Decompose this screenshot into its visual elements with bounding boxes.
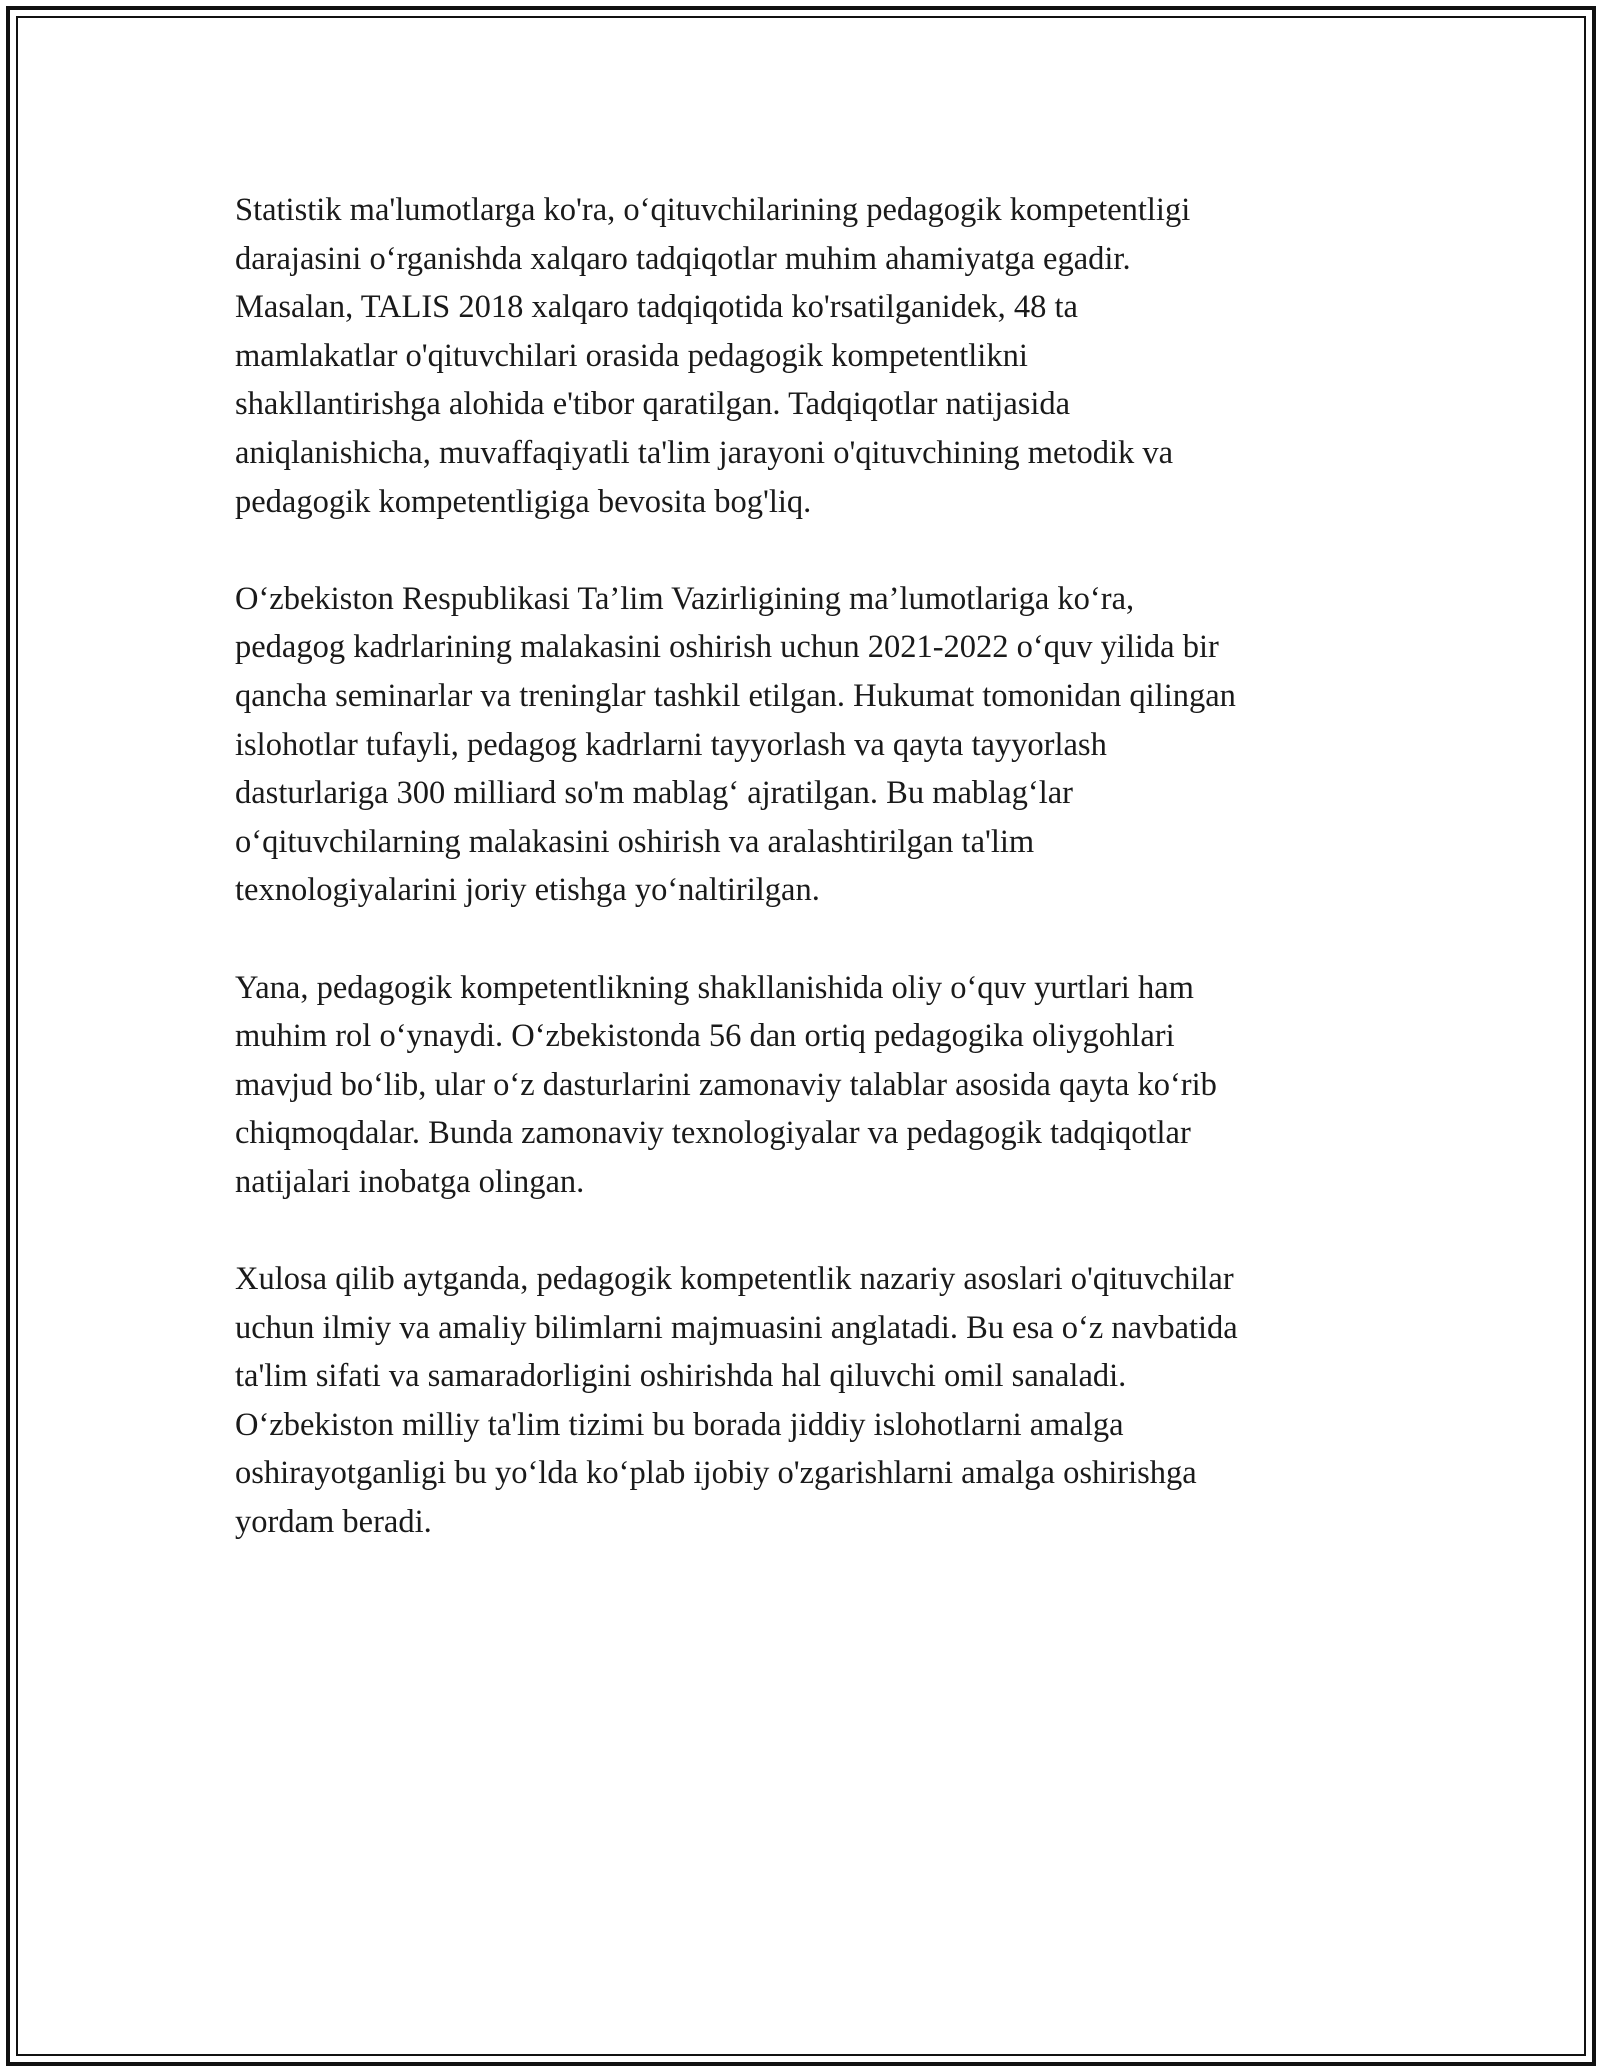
- paragraph-universities: [235, 964, 1375, 1207]
- text-line: darajasini o‘rganishda xalqaro tadqiqotlar muhim ahamiyatga egadir.: [235, 240, 1131, 277]
- text-line: Yana, pedagogik kompetentlikning shakllanishida oliy o‘quv yurtlari ham: [235, 969, 1194, 1006]
- paragraph-conclusion: [235, 1255, 1375, 1547]
- text-line: aniqlanishicha, muvaffaqiyatli ta'lim jarayoni o'qituvchining metodik va: [235, 434, 1174, 471]
- paragraph-statistics: [235, 186, 1375, 526]
- text-line: chiqmoqdalar. Bunda zamonaviy texnologiyalar va pedagogik tadqiqotlar: [235, 1115, 1191, 1152]
- text-line: ta'lim sifati va samaradorligini oshirishda hal qiluvchi omil sanaladi.: [235, 1358, 1127, 1395]
- text-line: Xulosa qilib aytganda, pedagogik kompetentlik nazariy asoslari o'qituvchilar: [235, 1261, 1234, 1298]
- text-line: O‘zbekiston Respublikasi Ta’lim Vazirligining ma’lumotlariga ko‘ra,: [235, 580, 1135, 617]
- text-line: natijalari inobatga olingan.: [235, 1163, 585, 1200]
- text-line: uchun ilmiy va amaliy bilimlarni majmuasini anglatadi. Bu esa o‘z navbatida: [235, 1309, 1238, 1346]
- text-line: Statistik ma'lumotlarga ko'ra, o‘qituvchilarining pedagogik kompetentligi: [235, 192, 1191, 228]
- text-line: mamlakatlar o'qituvchilari orasida pedagogik kompetentlikni: [235, 337, 1028, 374]
- text-line: mavjud bo‘lib, ular o‘z dasturlarini zamonaviy talablar asosida qayta ko‘rib: [235, 1066, 1217, 1103]
- text-line: oshirayotganligi bu yo‘lda ko‘plab ijobiy o'zgarishlarni amalga oshirishga: [235, 1455, 1197, 1492]
- paragraph-ministry: [235, 575, 1375, 915]
- text-line: O‘zbekiston milliy ta'lim tizimi bu borada jiddiy islohotlarni amalga: [235, 1406, 1124, 1443]
- text-line: islohotlar tufayli, pedagog kadrlarni tayyorlash va qayta tayyorlash: [235, 726, 1107, 763]
- text-line: yordam beradi.: [235, 1504, 432, 1541]
- text-line: pedagogik kompetentligiga bevosita bog'liq.: [235, 483, 812, 520]
- text-line: o‘qituvchilarning malakasini oshirish va aralashtirilgan ta'lim: [235, 823, 1035, 860]
- document-body: [235, 186, 1375, 1595]
- text-line: texnologiyalarini joriy etishga yo‘naltirilgan.: [235, 872, 820, 909]
- text-line: dasturlariga 300 milliard so'm mablag‘ ajratilgan. Bu mablag‘lar: [235, 775, 1073, 812]
- text-line: pedagog kadrlarining malakasini oshirish uchun 2021-2022 o‘quv yilida bir: [235, 629, 1219, 666]
- text-line: muhim rol o‘ynaydi. O‘zbekistonda 56 dan ortiq pedagogika oliygohlari: [235, 1018, 1175, 1055]
- text-line: shakllantirishga alohida e'tibor qaratilgan. Tadqiqotlar natijasida: [235, 386, 1071, 423]
- text-line: qancha seminarlar va treninglar tashkil etilgan. Hukumat tomonidan qilingan: [235, 677, 1236, 714]
- text-line: Masalan, TALIS 2018 xalqaro tadqiqotida ko'rsatilganidek, 48 ta: [235, 289, 1078, 326]
